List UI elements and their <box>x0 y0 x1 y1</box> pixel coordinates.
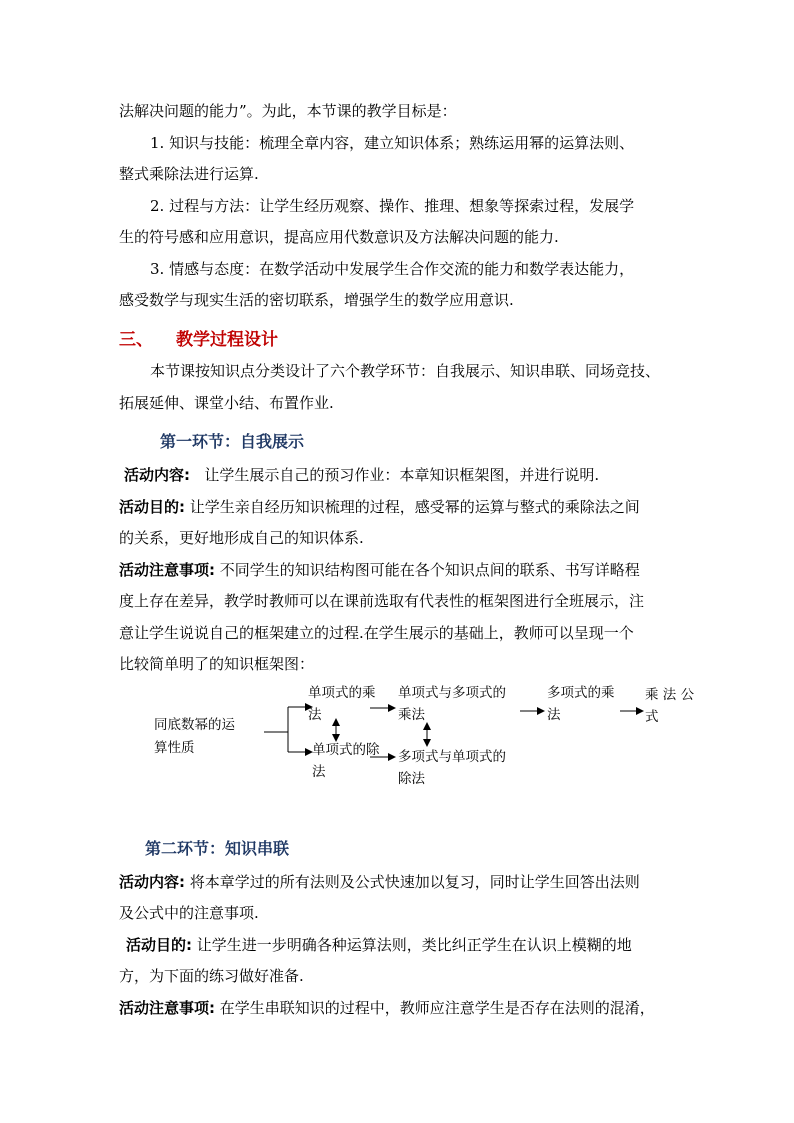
activity-content-text: 将本章学过的所有法则及公式快速加以复习，同时让学生回答出法则 <box>189 873 640 891</box>
step2-note-row <box>119 998 655 1018</box>
activity-goal-text: 让学生亲自经历知识梳理的过程，感受幂的运算与整式的乘除法之间 <box>189 498 640 516</box>
step1-note-line4: 比较简单明了的知识框架图： <box>119 655 315 673</box>
activity-note-label: 活动注意事项: <box>119 561 215 579</box>
section-title: 教学过程设计 <box>176 330 278 350</box>
step1-note-line2: 度上存在差异，教学时教师可以在课前选取有代表性的框架图进行全班展示，注 <box>119 592 645 610</box>
diagram-mono-div-line2: 法 <box>312 764 326 780</box>
diagram-poly-mul-line2: 法 <box>547 707 561 723</box>
section-number: 三、 <box>119 330 153 350</box>
goal-attitude-line2: 感受数学与现实生活的密切联系，增强学生的数学应用意识. <box>119 291 514 309</box>
diagram-mono-poly-mul-line1: 单项式与多项式的 <box>398 685 506 701</box>
diagram-mono-mul-line2: 法 <box>308 707 322 723</box>
activity-note-text: 不同学生的知识结构图可能在各个知识点间的联系、书写详略程 <box>219 561 640 579</box>
activity-content-label: 活动内容: <box>124 466 190 484</box>
step1-note-line3: 意让学生说说自己的框架建立的过程.在学生展示的基础上，教师可以呈现一个 <box>119 624 634 642</box>
step2-content-row <box>119 872 640 892</box>
intro-line: 法解决问题的能力”。为此，本节课的教学目标是： <box>119 102 457 120</box>
activity-goal-label: 活动目的: <box>119 498 185 516</box>
step1-heading: 第一环节：自我展示 <box>160 432 305 451</box>
step2-goal-row <box>126 935 632 955</box>
goal-process-line1: 2. 过程与方法：让学生经历观察、操作、推理、想象等探索过程，发展学 <box>150 197 635 215</box>
diagram-root-line1: 同底数幂的运 <box>154 717 235 733</box>
step2-content-line2: 及公式中的注意事项. <box>119 904 259 922</box>
activity-note-label: 活动注意事项: <box>119 999 215 1017</box>
diagram-root-line2: 算性质 <box>154 740 195 756</box>
section-para-line2: 拓展延伸、课堂小结、布置作业. <box>119 394 334 412</box>
step2-heading: 第二环节：知识串联 <box>145 839 290 858</box>
activity-note-text: 在学生串联知识的过程中，教师应注意学生是否存在法则的混淆， <box>219 999 655 1017</box>
step2-goal-line2: 方，为下面的练习做好准备. <box>119 967 304 985</box>
diagram-mono-mul-line1: 单项式的乘 <box>308 685 376 701</box>
diagram-formula-line2: 式 <box>645 709 659 725</box>
activity-content-label: 活动内容: <box>119 873 185 891</box>
step1-goal-line2: 的关系，更好地形成自己的知识体系. <box>119 529 364 547</box>
goal-process-line2: 生的符号感和应用意识，提高应用代数意识及方法解决问题的能力. <box>119 228 559 246</box>
section-para-line1: 本节课按知识点分类设计了六个教学环节：自我展示、知识串联、同场竞技、 <box>150 362 661 380</box>
goal-knowledge-line1: 1. 知识与技能：梳理全章内容，建立知识体系；熟练运用幂的运算法则、 <box>150 134 635 152</box>
activity-goal-label: 活动目的: <box>126 936 192 954</box>
diagram-poly-mono-div-line2: 除法 <box>398 771 425 787</box>
goal-attitude-line1: 3. 情感与态度：在数学活动中发展学生合作交流的能力和数学表达能力， <box>150 260 635 278</box>
activity-goal-text: 让学生进一步明确各种运算法则，类比纠正学生在认识上模糊的地 <box>196 936 632 954</box>
diagram-poly-mono-div-line1: 多项式与单项式的 <box>398 749 506 765</box>
activity-content-text: 让学生展示自己的预习作业：本章知识框架图，并进行说明. <box>204 466 600 484</box>
diagram-formula-line1: 乘 法 公 <box>645 687 695 703</box>
diagram-poly-mul-line1: 多项式的乘 <box>547 685 615 701</box>
goal-knowledge-line2: 整式乘除法进行运算. <box>119 165 259 183</box>
diagram-mono-div-line1: 单项式的除 <box>312 742 380 758</box>
diagram-mono-poly-mul-line2: 乘法 <box>398 707 425 723</box>
